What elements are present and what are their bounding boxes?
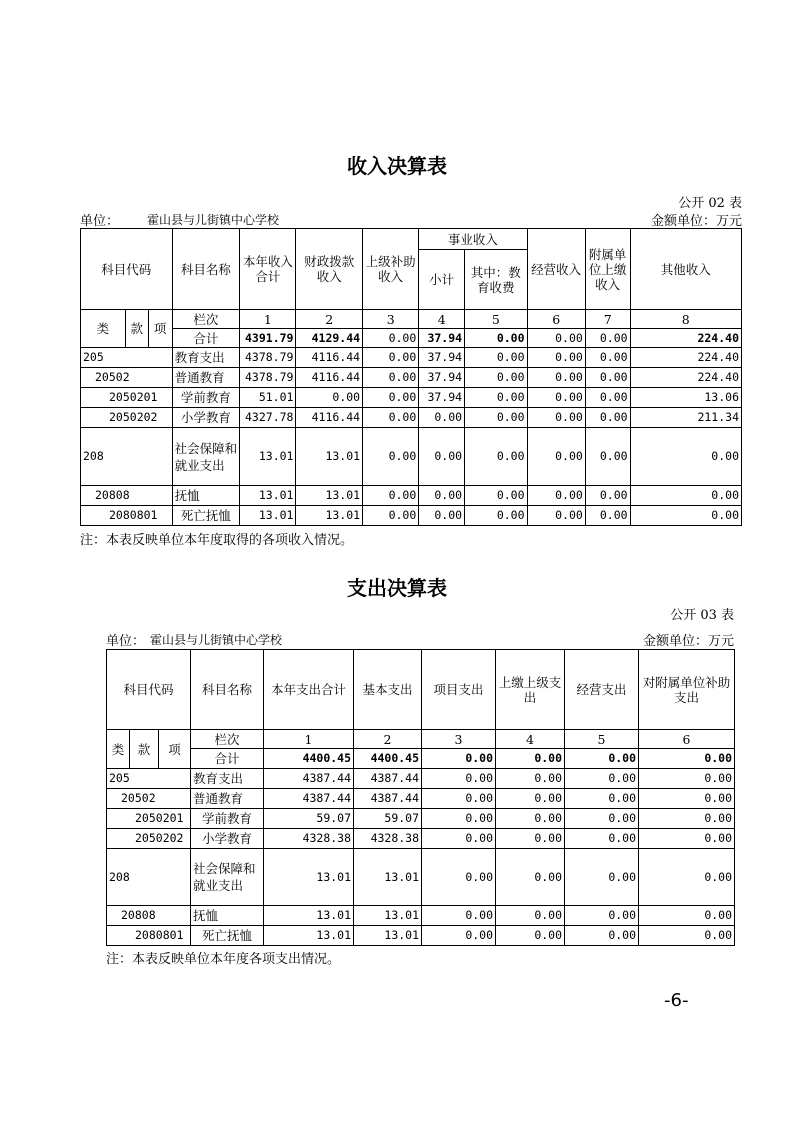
table-row: [107, 789, 735, 809]
row-value: 0.00: [465, 506, 527, 526]
row-value: 37.94: [419, 388, 465, 408]
expense-form-no: 公开 03 表: [670, 608, 734, 623]
row-value: 0.00: [496, 829, 565, 849]
expense-total-value: 0.00: [496, 749, 565, 769]
expense-note: 注：本表反映单位本年度各项支出情况。: [106, 952, 341, 967]
income-hdr-name: 科目名称: [172, 229, 240, 310]
row-value: 0.00: [639, 906, 735, 926]
row-code: 2050201: [81, 388, 173, 408]
row-value: 0.00: [422, 906, 496, 926]
row-value: 4387.44: [354, 789, 422, 809]
row-name: 小学教育: [172, 408, 240, 428]
row-value: 59.07: [354, 809, 422, 829]
row-value: 13.01: [354, 926, 422, 946]
row-value: 0.00: [585, 348, 630, 368]
row-value: 0.00: [363, 348, 419, 368]
income-total-value: 4391.79: [240, 329, 296, 348]
row-value: 13.01: [354, 849, 422, 906]
row-value: 0.00: [565, 926, 639, 946]
row-value: 0.00: [419, 506, 465, 526]
row-code: 2050202: [81, 408, 173, 428]
row-value: 0.00: [565, 809, 639, 829]
row-value: 0.00: [639, 809, 735, 829]
row-value: 4116.44: [296, 368, 363, 388]
income-hdr-total: 本年收入合计: [240, 229, 296, 310]
row-value: 0.00: [363, 408, 419, 428]
income-hdr-code: 科目代码: [81, 229, 173, 310]
expense-hdr-remit: 上缴上级支出: [496, 650, 565, 730]
expense-hdr-kuan: 款: [130, 730, 159, 769]
row-value: 0.00: [565, 849, 639, 906]
row-value: 0.00: [527, 388, 585, 408]
row-code: 20808: [81, 486, 173, 506]
row-code: 205: [81, 348, 173, 368]
row-value: 51.01: [240, 388, 296, 408]
expense-unit-label: 单位：: [106, 634, 146, 649]
row-code: 20502: [81, 368, 173, 388]
row-code: 208: [107, 849, 191, 906]
row-value: 13.01: [296, 428, 363, 486]
expense-hdr-lei: 类: [107, 730, 130, 769]
row-value: 0.00: [465, 388, 527, 408]
income-total-value: 0.00: [527, 329, 585, 348]
row-name: 死亡抚恤: [191, 926, 264, 946]
income-total-value: 37.94: [419, 329, 465, 348]
row-value: 4116.44: [296, 408, 363, 428]
income-unit-label: 单位：: [80, 214, 120, 229]
row-value: 0.00: [630, 486, 741, 506]
income-col-number: 1: [240, 310, 296, 329]
row-value: 0.00: [419, 486, 465, 506]
expense-hdr-code: 科目代码: [107, 650, 191, 730]
row-value: 0.00: [585, 408, 630, 428]
row-value: 0.00: [565, 789, 639, 809]
row-value: 0.00: [363, 428, 419, 486]
row-value: 0.00: [565, 829, 639, 849]
row-value: 0.00: [639, 789, 735, 809]
income-hdr-career-edu: 其中：教育收费: [465, 250, 527, 310]
income-total-value: 0.00: [465, 329, 527, 348]
table-row: [81, 428, 742, 486]
income-col-number: 5: [465, 310, 527, 329]
row-value: 0.00: [422, 769, 496, 789]
row-value: 0.00: [565, 769, 639, 789]
row-value: 0.00: [422, 849, 496, 906]
expense-col-number: 5: [565, 730, 639, 749]
row-value: 0.00: [527, 486, 585, 506]
table-row: [107, 809, 735, 829]
row-value: 224.40: [630, 348, 741, 368]
income-total-value: 224.40: [630, 329, 741, 348]
expense-col-number: 4: [496, 730, 565, 749]
row-code: 208: [81, 428, 173, 486]
expense-hdr-project: 项目支出: [422, 650, 496, 730]
income-col-number: 2: [296, 310, 363, 329]
row-value: 13.01: [354, 906, 422, 926]
row-value: 4116.44: [296, 348, 363, 368]
expense-total-label: 合计: [191, 749, 264, 769]
income-hdr-lei: 类: [81, 310, 126, 348]
row-name: 普通教育: [172, 368, 240, 388]
row-value: 0.00: [496, 906, 565, 926]
income-col-number: 4: [419, 310, 465, 329]
expense-col-label: 栏次: [191, 730, 264, 749]
row-value: 0.00: [585, 506, 630, 526]
row-value: 13.01: [296, 506, 363, 526]
row-code: 205: [107, 769, 191, 789]
row-value: 0.00: [422, 809, 496, 829]
row-value: 0.00: [422, 789, 496, 809]
row-value: 0.00: [419, 428, 465, 486]
income-hdr-career: 事业收入: [419, 229, 527, 250]
income-hdr-fiscal: 财政拨款收入: [296, 229, 363, 310]
table-row: [107, 926, 735, 946]
row-name: 学前教育: [191, 809, 264, 829]
row-value: 0.00: [585, 428, 630, 486]
table-row: [81, 388, 742, 408]
row-value: 4328.38: [264, 829, 354, 849]
expense-hdr-name: 科目名称: [191, 650, 264, 730]
income-hdr-career-sub: 小计: [419, 250, 465, 310]
expense-unit-name: 霍山县与儿街镇中心学校: [150, 633, 283, 647]
expense-hdr-business: 经营支出: [565, 650, 639, 730]
row-value: 0.00: [465, 368, 527, 388]
income-total-row: [81, 329, 742, 348]
expense-total-value: 0.00: [565, 749, 639, 769]
income-hdr-business: 经营收入: [527, 229, 585, 310]
row-value: 0.00: [363, 368, 419, 388]
expense-table: [106, 649, 735, 946]
table-row: [107, 829, 735, 849]
expense-col-number: 2: [354, 730, 422, 749]
row-value: 0.00: [630, 428, 741, 486]
row-value: 224.40: [630, 368, 741, 388]
row-value: 4387.44: [354, 769, 422, 789]
expense-total-value: 4400.45: [264, 749, 354, 769]
row-value: 0.00: [585, 368, 630, 388]
row-value: 13.01: [240, 506, 296, 526]
expense-amount-unit: 金额单位：万元: [642, 634, 734, 649]
row-value: 4378.79: [240, 368, 296, 388]
row-value: 0.00: [527, 408, 585, 428]
income-total-value: 0.00: [585, 329, 630, 348]
row-value: 4378.79: [240, 348, 296, 368]
row-value: 0.00: [419, 408, 465, 428]
expense-hdr-total: 本年支出合计: [264, 650, 354, 730]
row-value: 37.94: [419, 348, 465, 368]
row-name: 抚恤: [191, 906, 264, 926]
expense-hdr-basic: 基本支出: [354, 650, 422, 730]
row-name: 教育支出: [191, 769, 264, 789]
row-value: 0.00: [422, 926, 496, 946]
row-value: 0.00: [639, 849, 735, 906]
row-value: 13.01: [240, 428, 296, 486]
page-number: -6-: [664, 990, 689, 1011]
income-amount-unit: 金额单位：万元: [650, 214, 742, 229]
row-value: 4387.44: [264, 769, 354, 789]
income-form-no: 公开 02 表: [678, 196, 742, 211]
income-col-number: 3: [363, 310, 419, 329]
row-name: 社会保障和就业支出: [172, 428, 240, 486]
row-value: 0.00: [630, 506, 741, 526]
expense-col-number: 3: [422, 730, 496, 749]
row-code: 2050202: [107, 829, 191, 849]
row-code: 2050201: [107, 809, 191, 829]
row-value: 13.01: [264, 926, 354, 946]
income-hdr-superior: 上级补助收入: [363, 229, 419, 310]
row-value: 0.00: [527, 506, 585, 526]
expense-total-value: 0.00: [639, 749, 735, 769]
row-value: 0.00: [639, 769, 735, 789]
row-name: 死亡抚恤: [172, 506, 240, 526]
income-title: 收入决算表: [347, 154, 447, 178]
row-value: 0.00: [496, 926, 565, 946]
income-col-number: 6: [527, 310, 585, 329]
row-value: 0.00: [527, 428, 585, 486]
row-value: 13.01: [264, 906, 354, 926]
row-value: 0.00: [527, 348, 585, 368]
row-value: 13.01: [296, 486, 363, 506]
table-row: [107, 906, 735, 926]
income-unit-name: 霍山县与儿街镇中心学校: [147, 213, 280, 227]
expense-hdr-xiang: 项: [159, 730, 191, 769]
row-value: 0.00: [585, 486, 630, 506]
income-note: 注：本表反映单位本年度取得的各项收入情况。: [80, 533, 354, 548]
row-code: 2080801: [107, 926, 191, 946]
table-row: [107, 849, 735, 906]
row-name: 社会保障和就业支出: [191, 849, 264, 906]
row-value: 59.07: [264, 809, 354, 829]
row-value: 0.00: [585, 388, 630, 408]
row-name: 抚恤: [172, 486, 240, 506]
row-name: 学前教育: [172, 388, 240, 408]
row-code: 20502: [107, 789, 191, 809]
row-value: 0.00: [363, 506, 419, 526]
table-row: [81, 486, 742, 506]
row-value: 0.00: [363, 388, 419, 408]
row-value: 0.00: [465, 486, 527, 506]
income-col-number: 7: [585, 310, 630, 329]
row-value: 13.01: [240, 486, 296, 506]
table-row: [107, 769, 735, 789]
row-value: 0.00: [465, 348, 527, 368]
row-code: 2080801: [81, 506, 173, 526]
row-value: 0.00: [496, 809, 565, 829]
row-value: 0.00: [639, 926, 735, 946]
table-row: [81, 408, 742, 428]
row-value: 0.00: [496, 849, 565, 906]
income-col-number: 8: [630, 310, 741, 329]
income-hdr-other: 其他收入: [630, 229, 741, 310]
row-value: 4328.38: [354, 829, 422, 849]
table-row: [81, 348, 742, 368]
row-value: 0.00: [465, 408, 527, 428]
row-value: 0.00: [527, 368, 585, 388]
row-name: 小学教育: [191, 829, 264, 849]
row-value: 0.00: [422, 829, 496, 849]
table-row: [81, 506, 742, 526]
income-total-value: 0.00: [363, 329, 419, 348]
expense-total-value: 0.00: [422, 749, 496, 769]
income-table: [80, 228, 742, 526]
row-value: 37.94: [419, 368, 465, 388]
income-col-label: 栏次: [172, 310, 240, 329]
income-total-value: 4129.44: [296, 329, 363, 348]
income-hdr-xiang: 项: [148, 310, 172, 348]
row-name: 普通教育: [191, 789, 264, 809]
row-value: 4327.78: [240, 408, 296, 428]
row-value: 0.00: [363, 486, 419, 506]
income-total-label: 合计: [172, 329, 240, 348]
income-hdr-affiliate: 附属单位上缴收入: [585, 229, 630, 310]
row-value: 0.00: [565, 906, 639, 926]
expense-title: 支出决算表: [347, 576, 447, 600]
expense-col-number: 6: [639, 730, 735, 749]
row-value: 0.00: [465, 428, 527, 486]
row-value: 0.00: [639, 829, 735, 849]
row-value: 0.00: [496, 769, 565, 789]
table-row: [81, 368, 742, 388]
row-value: 4387.44: [264, 789, 354, 809]
row-name: 教育支出: [172, 348, 240, 368]
income-hdr-kuan: 款: [125, 310, 148, 348]
row-code: 20808: [107, 906, 191, 926]
expense-col-number: 1: [264, 730, 354, 749]
row-value: 0.00: [296, 388, 363, 408]
expense-hdr-subsidy: 对附属单位补助支出: [639, 650, 735, 730]
row-value: 211.34: [630, 408, 741, 428]
expense-total-row: [107, 749, 735, 769]
row-value: 13.01: [264, 849, 354, 906]
expense-total-value: 4400.45: [354, 749, 422, 769]
row-value: 0.00: [496, 789, 565, 809]
row-value: 13.06: [630, 388, 741, 408]
